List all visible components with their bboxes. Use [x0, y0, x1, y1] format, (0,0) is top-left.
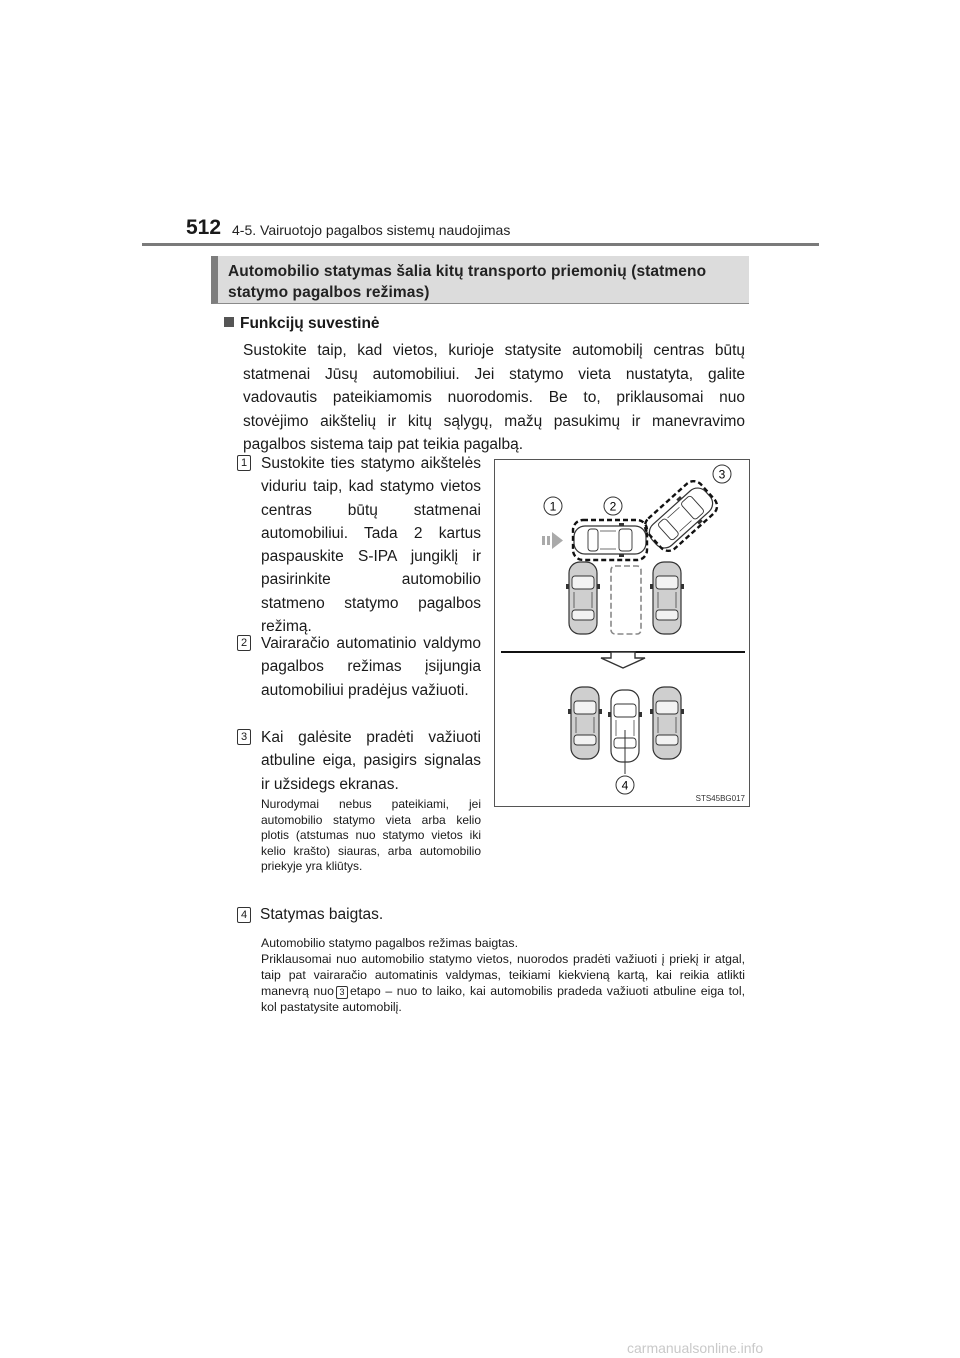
watermark: carmanualsonline.info — [627, 1340, 764, 1356]
final-note — [261, 935, 745, 1015]
step-4 — [237, 906, 383, 924]
parked-car-right-bottom — [650, 687, 684, 759]
label-4-text: 4 — [621, 778, 629, 793]
step-1 — [237, 452, 481, 638]
section-header: 4-5. Vairuotojo pagalbos sistemų naudojimas — [232, 222, 511, 238]
step-3 — [237, 726, 481, 796]
figure-code: STS45BG017 — [695, 794, 745, 803]
summary-body: Sustokite taip, kad vietos, kurioje statysite automobilį centras būtų statmenai Jūsų automobiliui. Jei statymo vieta nustatyta, galite vadovautis pateikiamomis nuorodomis. Be to, priklausomai nuo stovėjimo aikštelių ir kitų sąlygų, mažų pasukimų ir manevravimo pagalbos sistema taip pat teikia pagalbą. — [243, 342, 745, 453]
label-2 — [604, 497, 622, 515]
direction-arrow-icon — [542, 532, 563, 549]
header-rule — [142, 243, 819, 246]
parked-car-left — [566, 562, 600, 634]
page-number: 512 — [186, 216, 222, 239]
parked-car-left-bottom — [568, 687, 602, 759]
moving-car-1 — [574, 523, 646, 557]
label-1-text: 1 — [549, 499, 557, 514]
title-line-2: statymo pagalbos režimas) — [228, 284, 430, 301]
title-box — [211, 256, 749, 304]
summary-heading-text: Funkcijų suvestinė — [240, 315, 380, 332]
target-space — [611, 566, 641, 634]
square-bullet-icon — [224, 317, 234, 327]
inline-step-ref: 3 — [336, 986, 348, 999]
label-2-text: 2 — [609, 499, 617, 514]
label-1 — [544, 497, 562, 515]
step-text: Statymas baigtas. — [260, 906, 384, 923]
step-text: Sustokite ties statymo aikštelės viduriu taip, kad statymo vietos centras būtų statmenai automobiliui. Tada 2 kartus paspauskite S-IPA jungiklį ir pasirinkite automobilio statmeno statymo pagalbos režimą. — [261, 455, 481, 636]
step-text: Kai galėsite pradėti važiuoti atbuline eiga, pasigirs signalas ir užsidegs ekranas. — [261, 729, 481, 793]
title-line-1: Automobilio statymas šalia kitų transporto priemonių (statmeno — [228, 263, 707, 280]
parking-diagram — [494, 459, 750, 807]
final-note-part-a: Priklausomai nuo automobilio statymo vietos, nuorodos pradėti važiuoti į priekį ir atgal, taip pat vairaračio automatinis valdymas, teikiami kiekvieną kartą, kai reikia atlikti manevrą nuo — [261, 952, 745, 998]
step-number-badge: 2 — [237, 635, 251, 651]
summary-heading — [224, 315, 380, 333]
step-number-badge: 4 — [237, 907, 251, 923]
final-note-part-b: etapo – nuo to laiko, kai automobilis pradeda važiuoti atbuline eiga tol, kol pastatysite automobilį. — [261, 984, 745, 1014]
label-4 — [616, 776, 634, 794]
down-arrow-icon — [601, 652, 645, 668]
step-2 — [237, 632, 481, 702]
step-text: Vairaračio automatinio valdymo pagalbos režimas įsijungia automobiliui pradėjus važiuoti. — [261, 635, 481, 699]
step-number-badge: 1 — [237, 455, 251, 471]
parked-car-right — [650, 562, 684, 634]
label-3 — [713, 465, 731, 483]
final-note-line-1: Automobilio statymo pagalbos režimas baigtas. — [261, 936, 518, 950]
step-number-badge: 3 — [237, 729, 251, 745]
label-3-text: 3 — [718, 467, 726, 482]
parking-diagram-svg — [495, 460, 751, 808]
step-3-note: Nurodymai nebus pateikiami, jei automobilio statymo vieta arba kelio plotis (atstumas nuo statymo vietos iki kelio krašto) siauras, arba automobilio priekyje yra kliūtys. — [261, 797, 481, 874]
